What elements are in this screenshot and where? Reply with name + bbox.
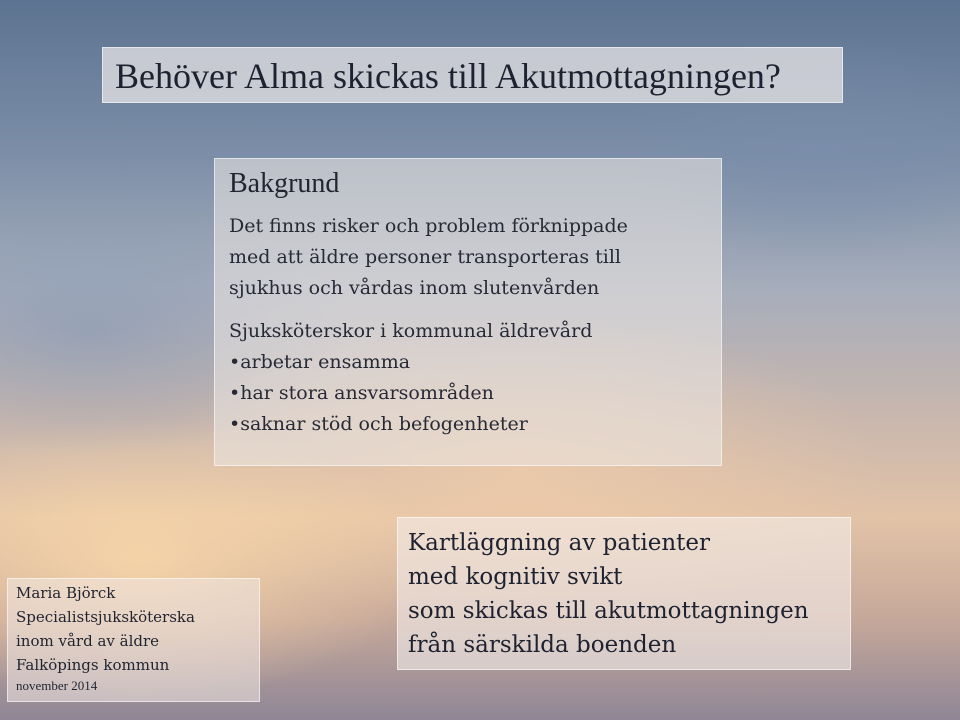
author-role-line2: inom vård av äldre <box>16 632 160 650</box>
author-name: Maria Björck <box>16 584 116 602</box>
slide-title: Behöver Alma skickas till Akutmottagningen? <box>115 56 781 96</box>
nurses-section <box>229 316 707 440</box>
bullet-item <box>229 378 707 409</box>
nurses-intro: Sjuksköterskor i kommunal äldrevård <box>229 320 593 342</box>
author-role-line1: Specialistsjuksköterska <box>16 608 195 626</box>
project-box <box>397 517 851 670</box>
project-line: Kartläggning av patienter <box>408 530 710 556</box>
bullet-item <box>229 409 707 440</box>
background-line: sjukhus och vårdas inom slutenvården <box>229 277 600 299</box>
project-line: med kognitiv svikt <box>408 564 623 590</box>
bullet-text: har stora ansvarsområden <box>240 382 494 404</box>
background-box <box>214 158 722 466</box>
title-box <box>102 47 843 103</box>
bullet-item <box>229 347 707 378</box>
bullet-text: saknar stöd och befogenheter <box>240 413 528 435</box>
author-box <box>7 578 260 702</box>
background-line: med att äldre personer transporteras till <box>229 246 621 268</box>
project-line: som skickas till akutmottagningen <box>408 598 809 624</box>
author-organization: Falköpings kommun <box>16 656 170 674</box>
background-heading: Bakgrund <box>229 168 340 199</box>
background-paragraph <box>229 211 707 304</box>
background-line: Det finns risker och problem förknippade <box>229 215 628 237</box>
bullet-text: arbetar ensamma <box>240 351 411 373</box>
author-date: november 2014 <box>16 678 98 693</box>
project-line: från särskilda boenden <box>408 632 677 658</box>
